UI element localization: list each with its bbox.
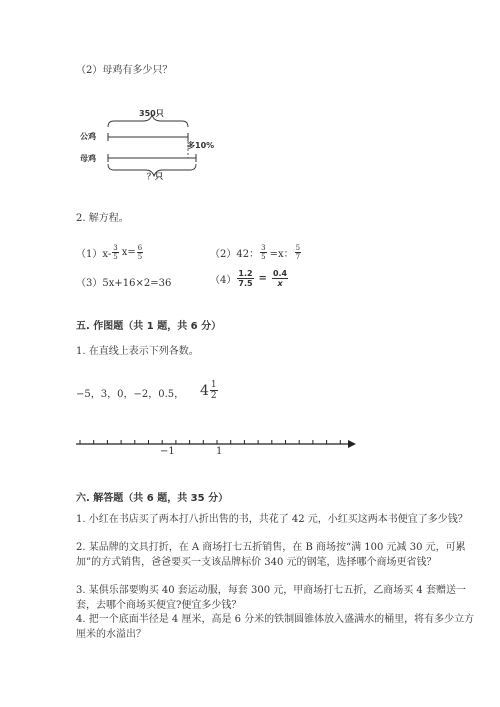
mixed-number <box>200 380 219 401</box>
question-3: 3. 某俱乐部要购买 40 套运动服，每套 300 元，甲商场打七五折，乙商场买 4 套赠送一套，去哪个商场买便宜?便宜多少钱？ <box>76 585 466 611</box>
numbers-list: −5，3，0，−2，0.5， <box>76 389 185 400</box>
eq4-f1-num: 1.2 <box>238 269 253 278</box>
eq1-fraction-2 <box>137 244 143 261</box>
eq4-f2-den: x <box>277 279 283 288</box>
eq4-equals: = <box>258 273 267 284</box>
eq1-f2-num: 6 <box>137 244 143 252</box>
eq2-f1-num: 3 <box>261 244 266 252</box>
numberline-label-neg1: −1 <box>160 446 175 457</box>
eq4-fraction-1 <box>237 269 253 288</box>
eq4-f2-num: 0.4 <box>272 269 288 278</box>
rooster-label: 公鸡 <box>80 132 96 141</box>
eq1-text-b: x= <box>121 247 136 258</box>
eq1-text-a: （1）x- <box>76 249 112 260</box>
question-2: 2. 某品牌的文具打折，在 A 商场打七五折销售，在 B 商场按“满 100 元减 30 元，可累加”的方式销售，爸爸要买一支该品牌标价 340 元的钢笔，选择哪个商场更省钱？ <box>76 542 466 568</box>
eq1-f2-den: 5 <box>137 253 143 261</box>
number-line-ticks <box>80 440 340 444</box>
eq1-f1-num: 3 <box>113 244 118 252</box>
hen-label: 母鸡 <box>80 154 96 163</box>
eq2-f2-den: 7 <box>295 253 301 261</box>
question-4: 4. 把一个底面半径是 4 厘米，高是 6 分米的铁制圆锥体放入盛满水的桶里，将有多少立方厘米的水溢出？ <box>76 614 475 640</box>
mixed-fraction <box>210 380 218 401</box>
eq2-fraction-1 <box>260 244 266 261</box>
section6-title: 六. 解答题（共 6 题，共 35 分） <box>76 493 229 504</box>
eq4-fraction-2 <box>272 269 288 288</box>
q2-title: （2）母鸡有多少只？ <box>76 65 173 76</box>
eq2-f1-den: 5 <box>261 253 266 261</box>
unknown-label: ？只 <box>147 172 163 181</box>
equation-1 <box>76 244 144 261</box>
more-label: 多10% <box>187 141 215 150</box>
eq2-fraction-2 <box>295 244 301 261</box>
eq4-text-a: （4） <box>210 275 237 286</box>
number-line <box>70 436 360 456</box>
eq2-text-a: （2）42： <box>210 249 260 260</box>
eq2-text-b: =x： <box>269 249 294 260</box>
mixed-den: 2 <box>210 391 217 401</box>
equation-3: （3）5x+16×2=36 <box>76 278 172 289</box>
section5-q1: 1. 在直线上表示下列各数。 <box>76 346 199 357</box>
equation-4 <box>210 269 289 288</box>
eq2-f2-num: 5 <box>295 244 301 252</box>
mixed-whole: 4 <box>200 382 209 399</box>
number-line-arrow <box>348 440 356 448</box>
eq4-f1-den: 7.5 <box>238 279 253 288</box>
numberline-label-1: 1 <box>216 446 223 457</box>
question-1: 1. 小红在书店买了两本打八折出售的书，共花了 42 元，小红买这两本书便宜了多少钱？ <box>76 514 468 525</box>
eq1-f1-den: 5 <box>113 253 118 261</box>
equation-2 <box>210 244 302 261</box>
section5-title: 五. 作图题（共 1 题，共 6 分） <box>76 321 222 332</box>
section2-title: 2. 解方程。 <box>76 213 129 224</box>
eq1-fraction-1 <box>112 244 118 261</box>
total-label: 350只 <box>139 109 164 118</box>
mixed-num: 1 <box>210 380 217 390</box>
